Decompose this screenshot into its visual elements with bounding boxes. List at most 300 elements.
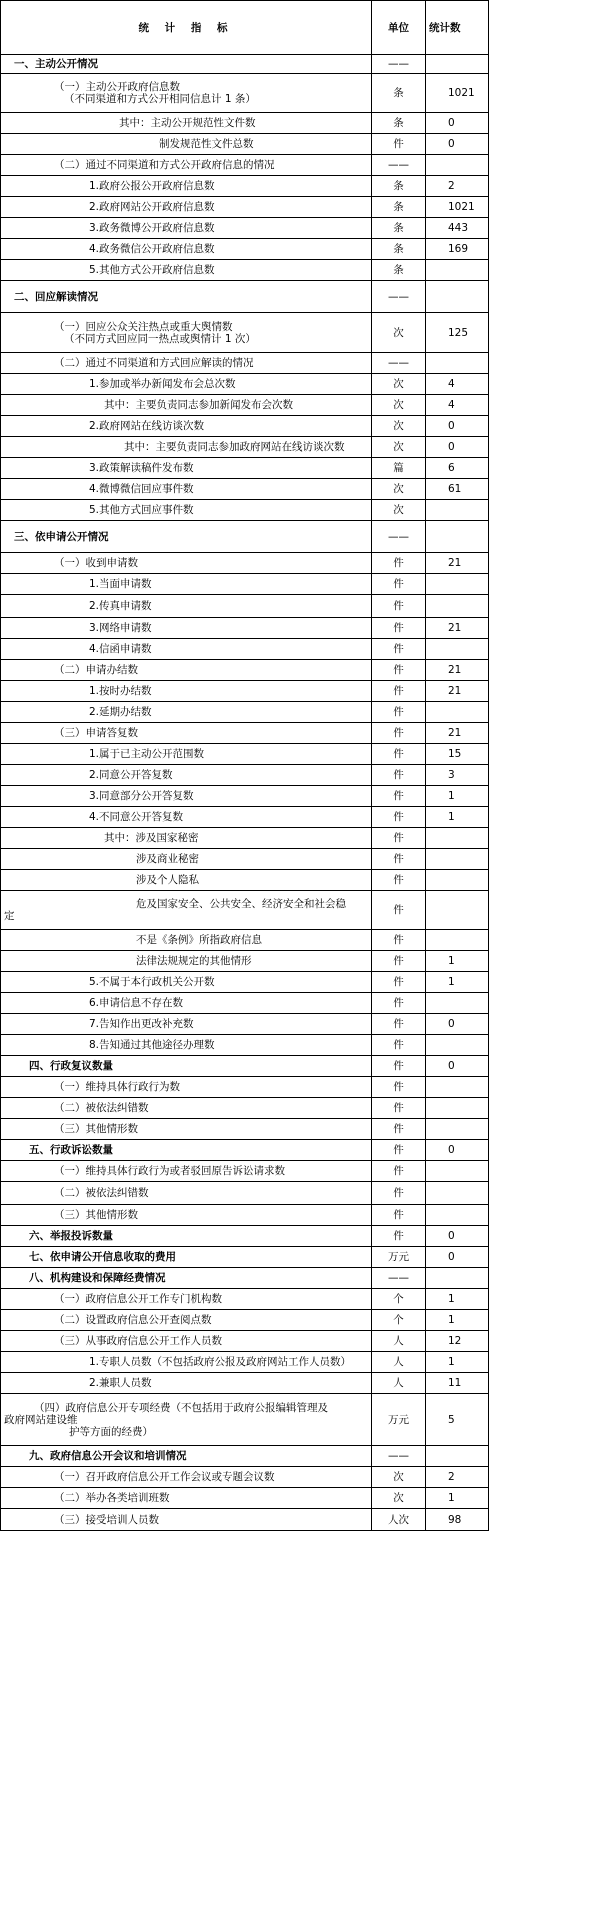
table-row [1,281,489,313]
indicator-cell [1,1331,372,1352]
value-cell: 0 [426,416,489,437]
value-cell [426,1205,489,1226]
table-row [1,807,489,828]
value-cell: 21 [426,618,489,639]
unit-cell: 件 [372,660,426,681]
indicator-label: （二）设置政府信息公开查阅点数 [54,1314,212,1326]
indicator-label: （一）政府信息公开工作专门机构数 [54,1293,222,1305]
table-row [1,618,489,639]
indicator-cell [1,113,372,134]
value-cell [426,1446,489,1467]
value-cell [426,1268,489,1289]
indicator-label: 1.专职人员数（不包括政府公报及政府网站工作人员数） [89,1356,352,1368]
unit-cell: 件 [372,951,426,972]
indicator-label: （三）接受培训人员数 [54,1513,159,1526]
unit-cell: 件 [372,1098,426,1119]
indicator-cell [1,639,372,660]
indicator-cell [1,993,372,1014]
indicator-cell [1,1014,372,1035]
value-cell [426,993,489,1014]
indicator-label: 制发规范性文件总数 [159,138,254,150]
indicator-label: 四、行政复议数量 [29,1060,113,1072]
unit-cell: 件 [372,702,426,723]
header-unit: 单位 [372,1,426,55]
table-row [1,1205,489,1226]
value-cell: 1021 [426,74,489,113]
table-row [1,176,489,197]
unit-cell: 件 [372,870,426,891]
indicator-cell [1,239,372,260]
unit-cell: 件 [372,1077,426,1098]
header-count: 统计数 [426,1,489,55]
indicator-label: 1.参加或举办新闻发布会总次数 [89,378,236,390]
indicator-cell [1,786,372,807]
indicator-cell [1,1119,372,1140]
indicator-label: 2.兼职人员数 [89,1377,152,1389]
indicator-label: 其中：主要负责同志参加政府网站在线访谈次数 [124,441,345,453]
indicator-cell [1,807,372,828]
indicator-cell [1,155,372,176]
value-cell: 11 [426,1373,489,1394]
indicator-cell [1,313,372,353]
indicator-label: （四）政府信息公开专项经费（不包括用于政府公报编辑管理及 [34,1401,328,1414]
table-row [1,723,489,744]
indicator-cell [1,723,372,744]
indicator-label: 1.政府公报公开政府信息数 [89,180,215,192]
indicator-label: （一）维持具体行政行为数 [54,1081,180,1093]
indicator-cell [1,479,372,500]
value-cell [426,828,489,849]
value-cell: 21 [426,660,489,681]
table-row [1,1509,489,1531]
table-row [1,1394,489,1446]
indicator-label: （一）主动公开政府信息数 [54,81,180,93]
value-cell: 15 [426,744,489,765]
indicator-cell [1,1446,372,1467]
value-cell [426,260,489,281]
indicator-cell [1,1488,372,1509]
value-cell [426,281,489,313]
indicator-label: （三）其他情形数 [54,1123,138,1135]
value-cell [426,1035,489,1056]
indicator-cell [1,1182,372,1205]
value-cell: 443 [426,218,489,239]
value-cell: 1 [426,972,489,993]
indicator-cell [1,1310,372,1331]
value-cell: 4 [426,395,489,416]
indicator-label: 3.政务微博公开政府信息数 [89,222,215,234]
value-cell [426,1077,489,1098]
indicator-label: 八、机构建设和保障经费情况 [29,1272,166,1284]
unit-cell: 件 [372,807,426,828]
value-cell [426,870,489,891]
table-row [1,870,489,891]
table-row [1,765,489,786]
indicator-cell [1,281,372,313]
indicator-cell [1,870,372,891]
indicator-cell [1,260,372,281]
indicator-cell [1,500,372,521]
indicator-cell [1,134,372,155]
indicator-label: （三）从事政府信息公开工作人员数 [54,1335,222,1347]
unit-cell: 条 [372,218,426,239]
unit-cell: 件 [372,786,426,807]
value-cell [426,1098,489,1119]
value-cell: 2 [426,1467,489,1488]
table-row [1,1268,489,1289]
indicator-label: 护等方面的经费） [69,1425,153,1438]
unit-cell: 人 [372,1373,426,1394]
table-row [1,1373,489,1394]
unit-cell: 万元 [372,1247,426,1268]
unit-cell: 件 [372,1119,426,1140]
unit-cell: 件 [372,1014,426,1035]
table-row [1,1182,489,1205]
unit-cell: 人 [372,1352,426,1373]
indicator-cell [1,595,372,618]
indicator-cell [1,55,372,74]
value-cell: 5 [426,1394,489,1446]
table-row [1,239,489,260]
table-row [1,218,489,239]
indicator-cell [1,218,372,239]
unit-cell: 件 [372,930,426,951]
indicator-label: 涉及商业秘密 [136,853,199,865]
indicator-label: （不同方式回应同一热点或舆情计 1 次） [64,332,256,345]
table-row [1,313,489,353]
value-cell: 21 [426,723,489,744]
indicator-cell [1,574,372,595]
value-cell: 1 [426,807,489,828]
table-row [1,458,489,479]
header-indicator: 统 计 指 标 [1,1,372,55]
value-cell [426,500,489,521]
value-cell [426,702,489,723]
value-cell [426,574,489,595]
table-row [1,828,489,849]
table-row [1,1488,489,1509]
indicator-label: 五、行政诉讼数量 [29,1144,113,1156]
unit-cell: 次 [372,313,426,353]
table-row [1,416,489,437]
unit-cell: 件 [372,595,426,618]
indicator-label: 二、回应解读情况 [14,290,98,303]
indicator-label: 5.其他方式回应事件数 [89,504,194,516]
table-row [1,702,489,723]
indicator-cell [1,416,372,437]
table-row [1,260,489,281]
indicator-label: 2.政府网站公开政府信息数 [89,201,215,213]
value-cell: 21 [426,553,489,574]
unit-cell: 条 [372,197,426,218]
header-row [1,1,489,55]
indicator-label: 其中：涉及国家秘密 [104,832,199,844]
unit-cell: 件 [372,972,426,993]
value-cell [426,849,489,870]
unit-cell: 件 [372,1035,426,1056]
value-cell [426,1161,489,1182]
indicator-label: （三）申请答复数 [54,727,138,739]
indicator-label: （一）维持具体行政行为或者驳回原告诉讼请求数 [54,1165,285,1177]
indicator-label: （一）收到申请数 [54,557,138,569]
indicator-label: 一、主动公开情况 [14,58,98,70]
indicator-cell [1,681,372,702]
value-cell: 0 [426,437,489,458]
unit-cell: 件 [372,618,426,639]
indicator-cell [1,972,372,993]
unit-cell: 件 [372,1140,426,1161]
table-row [1,134,489,155]
unit-cell: 条 [372,239,426,260]
table-row [1,993,489,1014]
value-cell: 125 [426,313,489,353]
indicator-label: 九、政府信息公开会议和培训情况 [29,1450,187,1462]
table-row [1,395,489,416]
unit-cell: 条 [372,113,426,134]
table-row [1,1140,489,1161]
unit-cell: 件 [372,639,426,660]
indicator-cell [1,1056,372,1077]
unit-cell: 件 [372,765,426,786]
table-row [1,1056,489,1077]
value-cell: 1 [426,786,489,807]
unit-cell: 次 [372,1467,426,1488]
table-row [1,786,489,807]
table-row [1,891,489,930]
indicator-cell [1,176,372,197]
unit-cell: 个 [372,1289,426,1310]
indicator-cell [1,1098,372,1119]
indicator-cell [1,521,372,553]
table-row [1,1467,489,1488]
unit-cell: 件 [372,574,426,595]
value-cell: 6 [426,458,489,479]
indicator-cell [1,353,372,374]
indicator-label: 3.政策解读稿件发布数 [89,462,194,474]
indicator-cell [1,437,372,458]
value-cell: 4 [426,374,489,395]
indicator-cell [1,1509,372,1531]
value-cell [426,639,489,660]
indicator-cell [1,1268,372,1289]
table-row [1,55,489,74]
unit-cell: —— [372,281,426,313]
unit-cell: 件 [372,1205,426,1226]
unit-cell: 件 [372,1056,426,1077]
unit-cell: 次 [372,416,426,437]
unit-cell: 条 [372,176,426,197]
unit-cell: 条 [372,74,426,113]
unit-cell: 件 [372,1226,426,1247]
unit-cell: 个 [372,1310,426,1331]
unit-cell: —— [372,55,426,74]
value-cell: 1 [426,1488,489,1509]
table-row [1,1352,489,1373]
table-row [1,479,489,500]
indicator-label: 政府网站建设维 [4,1413,78,1426]
table-row [1,972,489,993]
table-row [1,197,489,218]
indicator-label: 4.政务微信公开政府信息数 [89,243,215,255]
value-cell: 1021 [426,197,489,218]
unit-cell: 件 [372,849,426,870]
unit-cell: 件 [372,723,426,744]
value-cell [426,353,489,374]
indicator-label: 2.政府网站在线访谈次数 [89,420,205,432]
value-cell: 0 [426,1226,489,1247]
value-cell [426,930,489,951]
indicator-label: 8.告知通过其他途径办理数 [89,1039,215,1051]
unit-cell: 人次 [372,1509,426,1531]
table-row [1,1310,489,1331]
value-cell [426,155,489,176]
indicator-label: （二）申请办结数 [54,664,138,676]
indicator-cell [1,849,372,870]
indicator-label: 5.其他方式公开政府信息数 [89,264,215,276]
indicator-label: 6.申请信息不存在数 [89,997,184,1009]
table-row [1,1077,489,1098]
unit-cell: 次 [372,437,426,458]
unit-cell: 件 [372,828,426,849]
indicator-label: 2.同意公开答复数 [89,769,173,781]
indicator-label: （一）召开政府信息公开工作会议或专题会议数 [54,1471,275,1483]
table-row [1,639,489,660]
indicator-label: 1.按时办结数 [89,685,152,697]
table-row [1,74,489,113]
indicator-cell [1,765,372,786]
table-row [1,500,489,521]
table-row [1,681,489,702]
table-row [1,1119,489,1140]
indicator-label: 三、依申请公开情况 [14,530,109,543]
table-row [1,1247,489,1268]
unit-cell: 次 [372,1488,426,1509]
unit-cell: 件 [372,553,426,574]
indicator-cell [1,1352,372,1373]
indicator-cell [1,1226,372,1247]
unit-cell: —— [372,521,426,553]
indicator-label: （二）举办各类培训班数 [54,1492,170,1504]
indicator-cell [1,553,372,574]
value-cell [426,521,489,553]
indicator-cell [1,1161,372,1182]
indicator-cell [1,395,372,416]
indicator-label: 1.属于已主动公开范围数 [89,748,205,760]
indicator-cell [1,618,372,639]
unit-cell: 人 [372,1331,426,1352]
unit-cell: 万元 [372,1394,426,1446]
indicator-label: 2.传真申请数 [89,600,152,612]
indicator-cell [1,828,372,849]
value-cell [426,595,489,618]
indicator-label: 1.当面申请数 [89,578,152,590]
indicator-label: （二）通过不同渠道和方式公开政府信息的情况 [54,159,275,171]
table-row [1,155,489,176]
indicator-cell [1,660,372,681]
table-row [1,374,489,395]
value-cell: 12 [426,1331,489,1352]
indicator-cell [1,1077,372,1098]
indicator-cell [1,744,372,765]
value-cell: 98 [426,1509,489,1531]
indicator-label: 涉及个人隐私 [136,874,199,886]
indicator-label: 六、举报投诉数量 [29,1230,113,1242]
indicator-cell [1,1205,372,1226]
indicator-label: （二）通过不同渠道和方式回应解读的情况 [54,357,254,369]
value-cell: 1 [426,951,489,972]
table-row [1,660,489,681]
table-body [1,1,489,1531]
indicator-cell [1,1247,372,1268]
indicator-label: 其中：主要负责同志参加新闻发布会次数 [104,399,293,411]
indicator-cell [1,1373,372,1394]
indicator-cell [1,197,372,218]
unit-cell: —— [372,155,426,176]
value-cell: 169 [426,239,489,260]
indicator-cell [1,702,372,723]
indicator-cell [1,891,372,930]
indicator-label: 4.不同意公开答复数 [89,811,184,823]
indicator-label: 2.延期办结数 [89,706,152,718]
indicator-label: 3.网络申请数 [89,622,152,634]
value-cell: 0 [426,1014,489,1035]
indicator-label: 定 [4,910,15,922]
unit-cell: 次 [372,395,426,416]
indicator-cell [1,1394,372,1446]
value-cell: 3 [426,765,489,786]
value-cell: 0 [426,1247,489,1268]
indicator-label: 不是《条例》所指政府信息 [136,934,262,946]
table-row [1,574,489,595]
table-row [1,521,489,553]
indicator-label: （三）其他情形数 [54,1209,138,1221]
unit-cell: 次 [372,374,426,395]
indicator-label: （一）回应公众关注热点或重大舆情数 [54,320,233,333]
unit-cell: —— [372,1446,426,1467]
table-row [1,930,489,951]
table-row [1,1014,489,1035]
table-row [1,1226,489,1247]
table-row [1,951,489,972]
unit-cell: 件 [372,744,426,765]
value-cell: 0 [426,113,489,134]
indicator-label: （二）被依法纠错数 [54,1187,149,1199]
indicator-cell [1,374,372,395]
unit-cell: 次 [372,479,426,500]
table-row [1,1331,489,1352]
value-cell: 0 [426,134,489,155]
indicator-label: 其中：主动公开规范性文件数 [119,117,256,129]
indicator-label: 危及国家安全、公共安全、经济安全和社会稳 [136,898,346,910]
indicator-label: 4.微博微信回应事件数 [89,483,194,495]
value-cell: 1 [426,1310,489,1331]
value-cell: 61 [426,479,489,500]
value-cell: 1 [426,1352,489,1373]
unit-cell: 件 [372,134,426,155]
table-row [1,744,489,765]
indicator-cell [1,1140,372,1161]
unit-cell: 篇 [372,458,426,479]
table-row [1,353,489,374]
unit-cell: 件 [372,1161,426,1182]
indicator-cell [1,458,372,479]
table-row [1,849,489,870]
table-row [1,595,489,618]
indicator-cell [1,1467,372,1488]
value-cell: 2 [426,176,489,197]
indicator-cell [1,930,372,951]
indicator-cell [1,74,372,113]
